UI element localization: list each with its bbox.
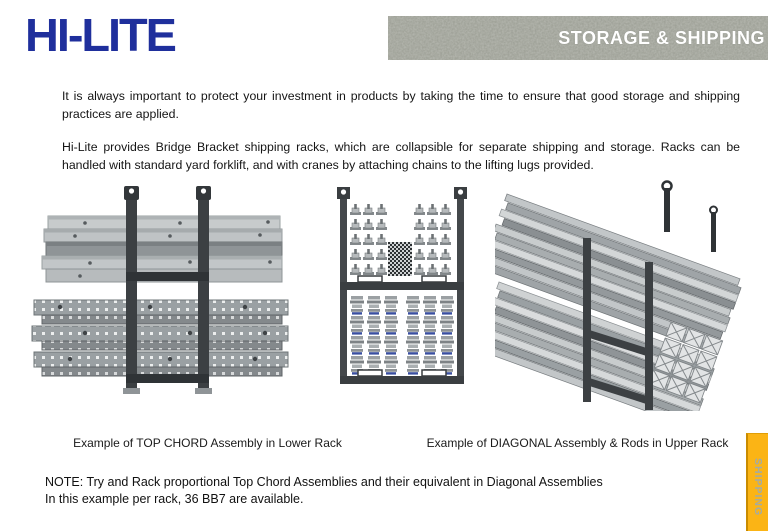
intro-paragraph: It is always important to protect your investment in products by taking the time to ensure that good storage and shipping practices are applied. <box>62 89 740 121</box>
racks-paragraph: Hi-Lite provides Bridge Bracket shipping racks, which are collapsible for separate shipping and storage. Racks can be handled with standard yard forklift, and with cranes by attaching chains to the lifting lugs provided. <box>62 140 740 172</box>
note-text <box>45 474 705 508</box>
hi-lite-logo: HI-LITE <box>25 9 175 61</box>
mid-bar <box>340 282 464 290</box>
bottom-bar <box>340 376 464 384</box>
diagonal-rack-isometric-illustration <box>495 180 765 411</box>
side-tab-shipping <box>746 433 768 531</box>
side-tab-label: SHIPPING <box>752 458 764 517</box>
bracket-rack-end-view-illustration <box>336 186 468 389</box>
lifting-lugs <box>663 182 718 253</box>
right-figure-caption: Example of DIAGONAL Assembly & Rods in Upper Rack <box>426 436 729 450</box>
banner-title: STORAGE & SHIPPING <box>558 27 765 48</box>
lower-brackets <box>350 296 454 375</box>
note-line-1: NOTE: Try and Rack proportional Top Chord Assemblies and their equivalent in Diagonal Assemblies <box>45 475 603 489</box>
left-figure-caption: Example of TOP CHORD Assembly in Lower Rack <box>73 436 342 450</box>
section-banner <box>388 16 768 60</box>
note-line-2: In this example per rack, 36 BB7 are available. <box>45 492 304 506</box>
top-chord-rack-illustration <box>30 186 292 394</box>
upper-brackets <box>350 204 451 276</box>
lower-beam-stack <box>32 300 288 376</box>
